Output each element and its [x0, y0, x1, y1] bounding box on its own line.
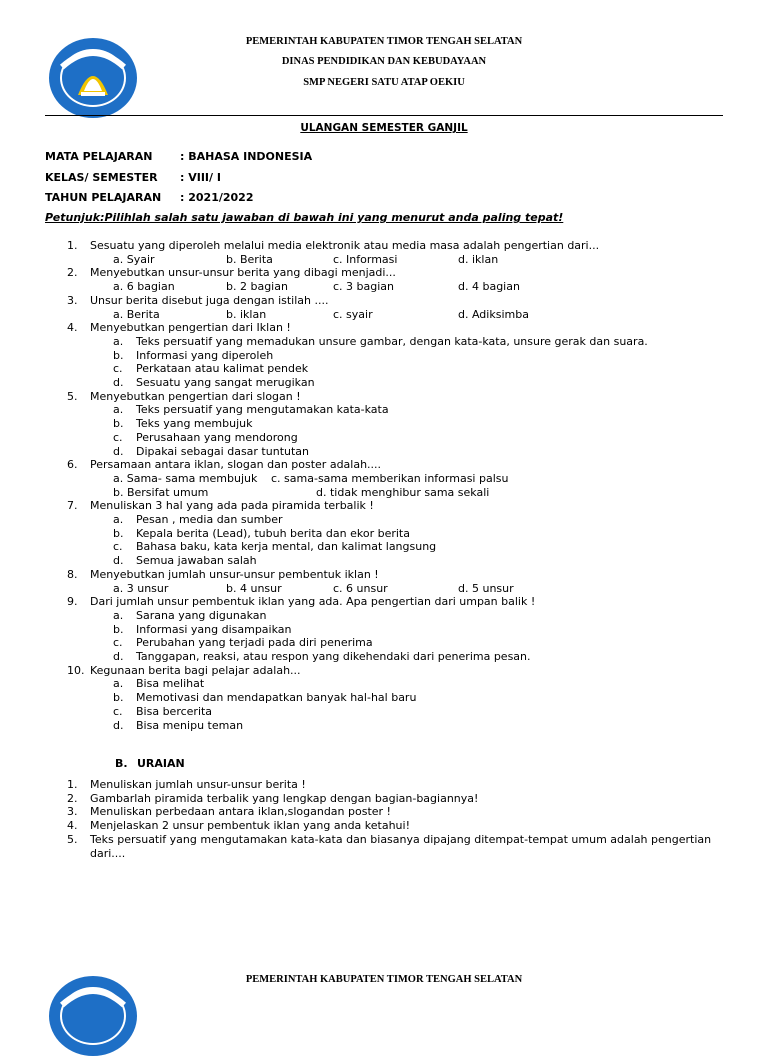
option-letter: a.	[113, 334, 124, 348]
answer-option: b. iklan	[226, 307, 267, 321]
answer-option: d. 5 unsur	[458, 581, 514, 595]
answer-option: Bahasa baku, kata kerja mental, dan kalimat langsung	[136, 540, 437, 554]
info-label: KELAS/ SEMESTER	[45, 171, 158, 184]
answer-option: Perusahaan yang mendorong	[136, 430, 298, 444]
question-text: Kegunaan berita bagi pelajar adalah...	[90, 663, 301, 677]
answer-option: b. 4 unsur	[226, 581, 282, 595]
footer-header-line-1: PEMERINTAH KABUPATEN TIMOR TENGAH SELATAN	[245, 974, 523, 985]
instruction: Petunjuk:Pilihlah salah satu jawaban di bawah ini yang menurut anda paling tepat!	[45, 211, 564, 224]
answer-option: Teks persuatif yang mengutamakan kata-kata	[136, 403, 389, 417]
answer-option: Dipakai sebagai dasar tuntutan	[136, 444, 309, 458]
header-line-1: PEMERINTAH KABUPATEN TIMOR TENGAH SELATAN	[245, 36, 523, 47]
answer-option: b. 2 bagian	[226, 280, 288, 294]
essay-question-continued: dari....	[90, 846, 126, 860]
answer-option: d. 4 bagian	[458, 280, 520, 294]
essay-question: Teks persuatif yang mengutamakan kata-kata dan biasanya dipajang ditempat-tempat umum adalah pengertian	[90, 832, 712, 846]
question-number: 1.	[67, 239, 78, 252]
option-letter: c.	[113, 540, 123, 554]
question-text: Menyebutkan pengertian dari Iklan !	[90, 321, 291, 335]
question-text: Dari jumlah unsur pembentuk iklan yang ada. Apa pengertian dari umpan balik !	[90, 595, 536, 609]
question-number: 10.	[67, 663, 85, 677]
answer-option: c. syair	[333, 307, 373, 321]
answer-option: Perkataan atau kalimat pendek	[136, 362, 309, 376]
option-letter: d.	[113, 718, 124, 732]
header-divider	[45, 115, 723, 116]
option-letter: c.	[113, 636, 123, 650]
option-letter: a.	[113, 677, 124, 691]
answer-option: Perubahan yang terjadi pada diri penerima	[136, 636, 373, 650]
answer-option: c. sama-sama memberikan informasi palsu	[271, 471, 509, 485]
header-line-3: SMP NEGERI SATU ATAP OEKIU	[303, 77, 465, 88]
option-letter: c.	[113, 704, 123, 718]
essay-question: Gambarlah piramida terbalik yang lengkap dengan bagian-bagiannya!	[90, 791, 479, 805]
tut-wuri-handayani-logo-page-2	[48, 975, 138, 1057]
answer-option: c. Informasi	[333, 252, 398, 266]
question-text: Menuliskan 3 hal yang ada pada piramida terbalik !	[90, 499, 374, 513]
essay-number: 1.	[67, 778, 78, 791]
option-letter: c.	[113, 362, 123, 376]
option-letter: a.	[113, 608, 124, 622]
essay-question: Menuliskan perbedaan antara iklan,slogandan poster !	[90, 805, 391, 819]
question-text: Sesuatu yang diperoleh melalui media elektronik atau media masa adalah pengertian dari...	[90, 239, 600, 252]
essay-number: 2.	[67, 791, 78, 805]
option-letter: b.	[113, 348, 124, 362]
essay-number: 4.	[67, 819, 78, 833]
question-text: Menyebutkan unsur-unsur berita yang dibagi menjadi...	[90, 266, 396, 280]
header-line-2: DINAS PENDIDIKAN DAN KEBUDAYAAN	[281, 56, 487, 67]
question-text: Menyebutkan jumlah unsur-unsur pembentuk iklan !	[90, 567, 379, 581]
essay-number: 5.	[67, 832, 78, 846]
answer-option: Tanggapan, reaksi, atau respon yang dikehendaki dari penerima pesan.	[136, 650, 531, 663]
info-label: TAHUN PELAJARAN	[45, 191, 162, 204]
question-number: 5.	[67, 389, 78, 403]
exam-title: ULANGAN SEMESTER GANJIL	[300, 122, 468, 134]
option-letter: b.	[113, 417, 124, 431]
info-value: : VIII/ I	[180, 171, 221, 184]
option-letter: a.	[113, 403, 124, 417]
answer-option: a. Syair	[113, 252, 155, 266]
option-letter: c.	[113, 430, 123, 444]
essay-question: Menjelaskan 2 unsur pembentuk iklan yang anda ketahui!	[90, 819, 410, 833]
info-value: : BAHASA INDONESIA	[180, 150, 313, 163]
answer-option: Bisa bercerita	[136, 704, 213, 718]
answer-option: Teks persuatif yang memadukan unsure gambar, dengan kata-kata, unsure gerak dan suara.	[136, 334, 648, 348]
question-number: 6.	[67, 458, 78, 472]
answer-option: Memotivasi dan mendapatkan banyak hal-hal baru	[136, 691, 417, 705]
question-number: 9.	[67, 595, 78, 609]
answer-option: a. 3 unsur	[113, 581, 169, 595]
answer-option: c. 6 unsur	[333, 581, 388, 595]
answer-option: a. 6 bagian	[113, 280, 175, 294]
question-number: 2.	[67, 266, 78, 280]
section-b-label: B.	[115, 757, 128, 770]
answer-option: Informasi yang diperoleh	[136, 348, 274, 362]
question-number: 3.	[67, 293, 78, 307]
option-letter: d.	[113, 554, 124, 568]
question-number: 4.	[67, 321, 78, 335]
answer-option: d. Adiksimba	[458, 307, 529, 321]
question-text: Menyebutkan pengertian dari slogan !	[90, 389, 301, 403]
info-value: : 2021/2022	[180, 191, 254, 204]
option-letter: b.	[113, 622, 124, 636]
question-text: Persamaan antara iklan, slogan dan poster adalah....	[90, 458, 382, 472]
answer-option: d. tidak menghibur sama sekali	[316, 485, 490, 499]
option-letter: b.	[113, 691, 124, 705]
section-b-title: URAIAN	[137, 757, 185, 770]
answer-option: Informasi yang disampaikan	[136, 622, 292, 636]
option-letter: d.	[113, 444, 124, 458]
answer-option: Kepala berita (Lead), tubuh berita dan ekor berita	[136, 526, 410, 540]
question-number: 8.	[67, 567, 78, 581]
option-letter: d.	[113, 376, 124, 389]
answer-option: Bisa menipu teman	[136, 718, 244, 732]
answer-option: Sarana yang digunakan	[136, 608, 267, 622]
essay-question: Menuliskan jumlah unsur-unsur berita !	[90, 778, 306, 791]
option-letter: a.	[113, 513, 124, 526]
option-letter: d.	[113, 650, 124, 663]
info-label: MATA PELAJARAN	[45, 150, 153, 163]
question-text: Unsur berita disebut juga dengan istilah ....	[90, 293, 329, 307]
answer-option: Semua jawaban salah	[136, 554, 257, 568]
answer-option: Sesuatu yang sangat merugikan	[136, 376, 315, 389]
option-letter: b.	[113, 526, 124, 540]
answer-option: c. 3 bagian	[333, 280, 395, 294]
answer-option: Bisa melihat	[136, 677, 205, 691]
answer-option: d. iklan	[458, 252, 499, 266]
answer-option: Teks yang membujuk	[136, 417, 253, 431]
answer-option: a. Berita	[113, 307, 160, 321]
answer-option: Pesan , media dan sumber	[136, 513, 283, 526]
answer-option: b. Berita	[226, 252, 273, 266]
answer-option: b. Bersifat umum	[113, 485, 209, 499]
question-number: 7.	[67, 499, 78, 513]
answer-option: a. Sama- sama membujuk	[113, 471, 258, 485]
essay-number: 3.	[67, 805, 78, 819]
